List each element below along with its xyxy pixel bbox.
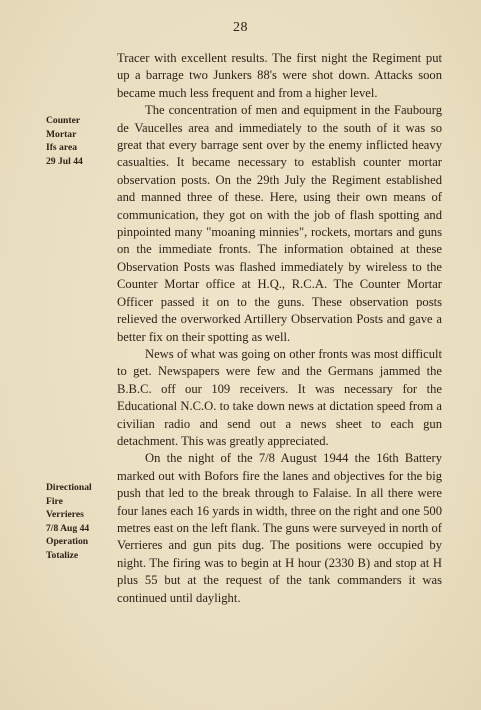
margin-note-line: Totalize [46, 549, 79, 561]
paragraph-continued: Tracer with excellent results. The first night the Regiment put up a barrage two Junkers 88's were shot down. Attacks soon became much less frequent and from a higher level. [117, 51, 442, 100]
margin-note-line: Fire [46, 495, 63, 507]
margin-note-line: Counter [46, 115, 81, 126]
margin-note-line: Directional [46, 482, 92, 493]
margin-note-line: 29 Jul 44 [46, 155, 83, 167]
margin-note-line: Mortar [46, 128, 77, 140]
margin-note-counter-mortar [46, 114, 110, 168]
margin-note-line: Verrieres [46, 509, 84, 521]
paragraph-news: News of what was going on other fronts was most difficult to get. Newspapers were few and the Germans jammed the B.B.C. off our 109 receivers. It was necessary for the Educational N.C.O. to take down news at dictation speed from a civilian radio and send out a news sheet to each gun detachment. This was greatly appreciated. [117, 346, 442, 448]
margin-note-directional-fire [46, 481, 110, 563]
page-number: 28 [233, 20, 248, 35]
body-text [117, 50, 442, 607]
paragraph-counter-mortar: The concentration of men and equipment in the Faubourg de Vaucelles area and immediately to the south of it was so great that every barrage sent over by the enemy inflicted heavy casualties. It became necessary to establish counter mortar observation posts. On the 29th July the Regiment established and manned three of these. Here, using their own means of communication, they got on with the job of flash spotting and pinpointed many "moaning minnies", rockets, mortars and guns on the immediate fronts. The information obtained at these Observation Posts was flashed immediately by wireless to the Counter Mortar office at H.Q., R.C.A. The Counter Mortar Officer passed it on to the guns. These observation posts relieved the overworked Artillery Observation Posts and gave a better fix on their spotting as well. [117, 103, 442, 344]
margin-note-line: Operation [46, 536, 89, 548]
margin-note-line: 7/8 Aug 44 [46, 522, 90, 534]
margin-note-line: Ifs area [46, 142, 77, 154]
paragraph-directional-fire: On the night of the 7/8 August 1944 the 16th Battery marked out with Bofors fire the lanes and objectives for the big push that led to the break through to Falaise. In all there were four lanes each 16 yards in width, three on the right and one 500 metres east on the left flank. The guns were surveyed in north of Verrieres and gun pits dug. The positions were occupied by night. The firing was to begin at H hour (2330 B) and stop at H plus 55 but at the request of the tank commanders it was continued until daylight. [117, 451, 442, 605]
